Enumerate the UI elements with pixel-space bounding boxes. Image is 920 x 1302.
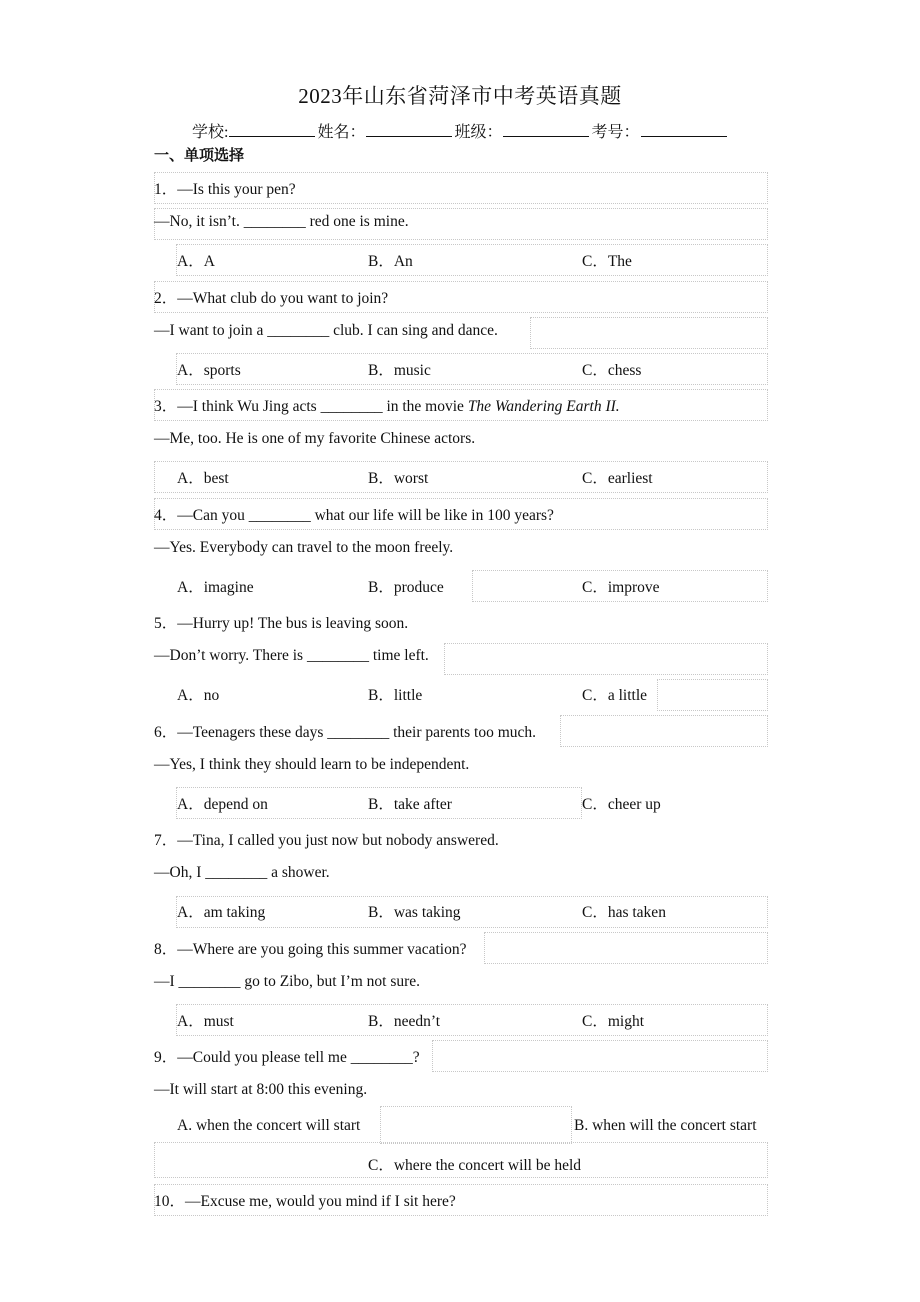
question-3-option-c[interactable]: C．earliest: [582, 470, 653, 487]
question-4-reply: —Yes. Everybody can travel to the moon freely.: [154, 539, 454, 556]
question-9-option-a[interactable]: A. when the concert will start: [177, 1117, 361, 1134]
question-4-option-a[interactable]: A．imagine: [177, 579, 254, 596]
question-9-reply: —It will start at 8:00 this evening.: [154, 1081, 368, 1098]
answer-row-guide: [444, 643, 768, 675]
question-6-option-a[interactable]: A．depend on: [177, 796, 268, 813]
question-6-option-c[interactable]: C．cheer up: [582, 796, 661, 813]
answer-row-guide: [432, 1040, 768, 1072]
section-heading: 一、单项选择: [154, 146, 245, 164]
name-label: 姓名：: [317, 124, 366, 141]
class-label: 班级：: [454, 124, 503, 141]
school-label: 学校:: [192, 124, 229, 141]
question-1-option-c[interactable]: C．The: [582, 253, 632, 270]
question-5-option-c[interactable]: C．a little: [582, 687, 648, 704]
question-9-option-c[interactable]: C．where the concert will be held: [368, 1157, 582, 1174]
school-blank[interactable]: [229, 122, 315, 137]
question-8-reply: —I ________ go to Zibo, but I’m not sure.: [154, 973, 421, 990]
question-3-stem-text: 3．—I think Wu Jing acts ________ in the movie: [154, 398, 468, 415]
answer-row-guide: [560, 715, 768, 747]
name-blank[interactable]: [366, 122, 452, 137]
question-2-option-b[interactable]: B．music: [368, 362, 431, 379]
question-4-stem: 4．—Can you ________ what our life will be like in 100 years?: [154, 507, 554, 524]
question-9-stem: 9．—Could you please tell me ________?: [154, 1049, 420, 1066]
question-7-reply: —Oh, I ________ a shower.: [154, 864, 330, 881]
question-3-option-a[interactable]: A．best: [177, 470, 229, 487]
answer-row-guide: [176, 1004, 768, 1036]
question-5-stem: 5．—Hurry up! The bus is leaving soon.: [154, 615, 409, 632]
question-6-reply: —Yes, I think they should learn to be independent.: [154, 756, 470, 773]
question-8-stem: 8．—Where are you going this summer vacation?: [154, 941, 467, 958]
answer-row-guide: [176, 244, 768, 276]
answer-row-guide: [484, 932, 768, 964]
question-2-stem: 2．—What club do you want to join?: [154, 290, 389, 307]
student-info-line: [192, 119, 729, 142]
question-2-option-c[interactable]: C．chess: [582, 362, 642, 379]
question-7-option-b[interactable]: B．was taking: [368, 904, 461, 921]
question-7-option-a[interactable]: A．am taking: [177, 904, 266, 921]
question-3-option-b[interactable]: B．worst: [368, 470, 429, 487]
question-1-stem: 1．—Is this your pen?: [154, 181, 296, 198]
class-blank[interactable]: [503, 122, 589, 137]
question-1-option-b[interactable]: B．An: [368, 253, 413, 270]
answer-row-guide: [176, 353, 768, 385]
question-4-option-b[interactable]: B．produce: [368, 579, 444, 596]
page-title: 2023年山东省菏泽市中考英语真题: [298, 84, 622, 108]
question-5-option-b[interactable]: B．little: [368, 687, 423, 704]
question-8-option-b[interactable]: B．needn’t: [368, 1013, 441, 1030]
question-1-reply: —No, it isn’t. ________ red one is mine.: [154, 213, 409, 230]
answer-row-guide: [154, 461, 768, 493]
question-2-option-a[interactable]: A．sports: [177, 362, 241, 379]
question-5-reply: —Don’t worry. There is ________ time left.: [154, 647, 429, 664]
answer-row-guide: [657, 679, 768, 711]
answer-row-guide: [380, 1106, 572, 1144]
question-8-option-a[interactable]: A．must: [177, 1013, 234, 1030]
question-1-option-a[interactable]: A．A: [177, 253, 215, 270]
question-10-stem: 10．—Excuse me, would you mind if I sit here?: [154, 1193, 456, 1210]
question-2-reply: —I want to join a ________ club. I can sing and dance.: [154, 322, 498, 339]
question-8-option-c[interactable]: C．might: [582, 1013, 645, 1030]
question-7-stem: 7．—Tina, I called you just now but nobody answered.: [154, 832, 499, 849]
question-9-option-b[interactable]: B. when will the concert start: [574, 1117, 757, 1134]
question-4-option-c[interactable]: C．improve: [582, 579, 660, 596]
exam-number-blank[interactable]: [641, 122, 727, 137]
answer-row-guide: [530, 317, 768, 349]
question-6-option-b[interactable]: B．take after: [368, 796, 452, 813]
question-3-stem: [154, 394, 620, 416]
question-6-stem: 6．—Teenagers these days ________ their parents too much.: [154, 724, 537, 741]
question-3-reply: —Me, too. He is one of my favorite Chinese actors.: [154, 430, 476, 447]
exam-number-label: 考号：: [591, 124, 640, 141]
movie-title: The Wandering Earth II.: [467, 398, 620, 415]
question-7-option-c[interactable]: C．has taken: [582, 904, 666, 921]
question-5-option-a[interactable]: A．no: [177, 687, 220, 704]
